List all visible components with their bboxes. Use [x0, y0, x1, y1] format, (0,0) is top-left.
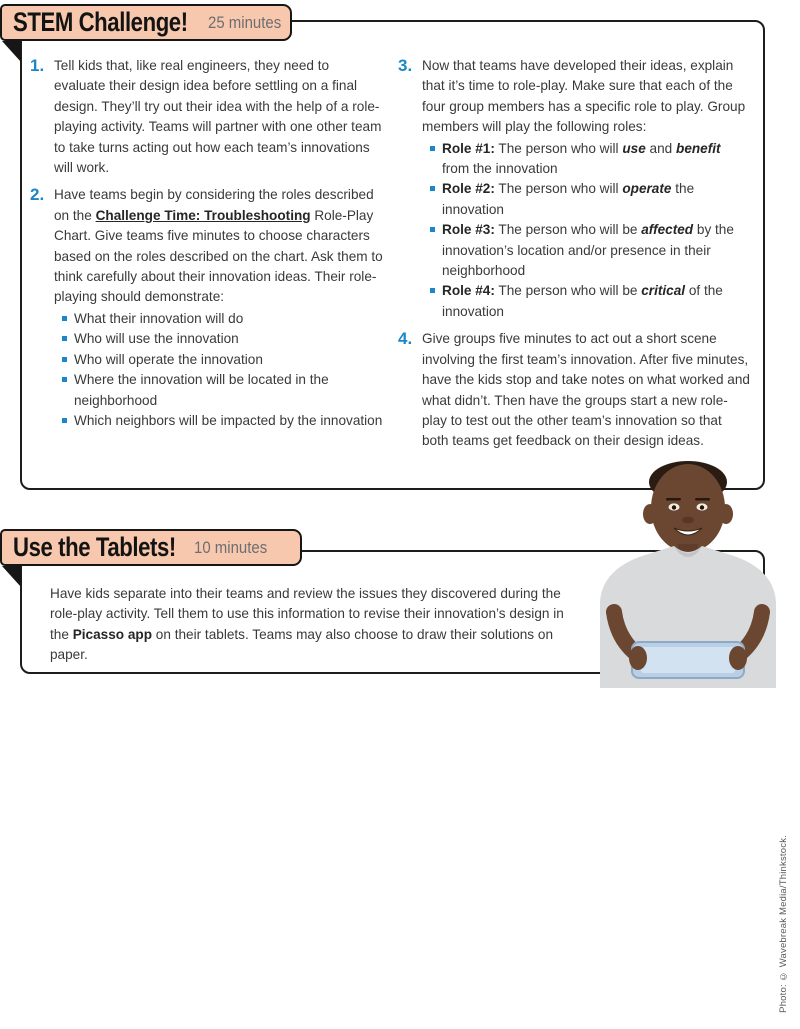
text-segment: Now that teams have developed their ideas, explain that it’s time to role-play. Make sure that each of the four group members has a specific role to play. Group members will play the following roles:	[422, 58, 746, 135]
step-4-text	[422, 329, 751, 451]
text-segment: Role-Play Chart. Give teams five minutes to choose characters based on the roles described on the chart. Ask them to think carefully about their innovation ideas. Their role-playing should demonstrate:	[54, 207, 383, 305]
text-segment: Have kids separate into their teams and review the issues they discovered during the role-play activity. Tell them to use this information to revise their innovation’s design in the	[50, 586, 564, 642]
step-4-body	[422, 329, 751, 451]
role-bullet-list	[429, 139, 751, 323]
banner-fold-triangle	[2, 566, 21, 587]
text-segment: affected	[641, 222, 694, 238]
boy-with-tablet-photo	[586, 446, 790, 688]
bullet-item: Who will operate the innovation	[61, 350, 384, 370]
step-2-text	[54, 185, 384, 307]
text-segment: operate	[622, 181, 672, 197]
text-segment: from the innovation	[442, 161, 558, 177]
text-segment: on their tablets. Teams may also choose to draw their solutions on paper.	[50, 626, 554, 663]
bullet-item: What their innovation will do	[61, 309, 384, 329]
step-4-number: 4.	[398, 329, 413, 349]
stem-challenge-columns	[30, 56, 751, 459]
use-tablets-duration: 10 minutes	[193, 537, 267, 557]
step-4	[398, 329, 751, 451]
text-segment: Have teams begin by considering the roles described on the	[54, 187, 374, 223]
text-segment: by the innovation’s location and/or presence in their neighborhood	[442, 222, 734, 279]
role-item	[429, 179, 751, 220]
stem-challenge-panel	[20, 20, 765, 490]
boy-with-tablet-illustration	[586, 446, 790, 688]
text-segment: The person who will be	[494, 283, 642, 299]
text-segment: the innovation	[442, 181, 695, 217]
stem-challenge-title: STEM Challenge!	[13, 7, 188, 37]
step-2-body	[54, 185, 384, 431]
role-item	[429, 139, 751, 180]
stem-challenge-duration: 25 minutes	[208, 12, 282, 32]
text-segment: Role #4:	[442, 283, 495, 299]
column-right	[398, 56, 751, 459]
use-tablets-banner	[0, 529, 302, 566]
text-segment: The person who will	[494, 181, 623, 197]
text-segment: benefit	[676, 140, 721, 156]
role-item	[429, 281, 751, 322]
text-segment: Challenge Time: Troubleshooting	[95, 207, 311, 223]
text-segment: critical	[641, 283, 686, 299]
step-1-body	[54, 56, 384, 178]
step-3-text	[422, 56, 751, 138]
photo-credit: Photo: © Wavebreak Media/Thinkstock.	[778, 835, 789, 1013]
step-1	[30, 56, 384, 178]
text-segment: of the innovation	[442, 283, 723, 319]
text-segment: Give groups five minutes to act out a short scene involving the first team’s innovation. After five minutes, have the kids stop and take notes on what worked and what didn’t. Then have the groups start a new role-play to test out the other team’s innovation so that both teams get feedback on their design ideas.	[422, 331, 750, 449]
text-segment: Tell kids that, like real engineers, they need to evaluate their design idea before settling on a final design. They’ll try out their idea with the help of a role-playing activity. Teams will partner with one other team to take turns acting out how each team’s innovations will work.	[54, 58, 382, 176]
step-2-bullet-list	[61, 309, 384, 431]
text-segment: Role #3:	[442, 222, 495, 238]
step-3-number: 3.	[398, 56, 413, 75]
step-1-text	[54, 56, 384, 178]
text-segment: The person who will be	[494, 222, 642, 238]
banner-fold-triangle	[2, 41, 21, 62]
text-segment: Role #2:	[442, 181, 495, 197]
text-segment: Picasso app	[72, 626, 153, 642]
step-2-number: 2.	[30, 185, 45, 205]
column-left	[30, 56, 384, 459]
bullet-item: Which neighbors will be impacted by the innovation	[61, 411, 384, 431]
step-3-body	[422, 56, 751, 322]
text-segment: and	[645, 140, 677, 156]
text-segment: Role #1:	[442, 140, 495, 156]
text-segment: use	[622, 140, 646, 156]
stem-challenge-banner	[0, 4, 292, 41]
text-segment: The person who will	[494, 140, 623, 156]
bullet-item: Who will use the innovation	[61, 329, 384, 349]
use-tablets-text	[50, 584, 583, 666]
step-1-number: 1.	[30, 56, 45, 75]
role-item	[429, 220, 751, 281]
use-tablets-title: Use the Tablets!	[13, 532, 176, 562]
step-3	[398, 56, 751, 322]
step-2	[30, 185, 384, 431]
bullet-item: Where the innovation will be located in the neighborhood	[61, 370, 384, 411]
